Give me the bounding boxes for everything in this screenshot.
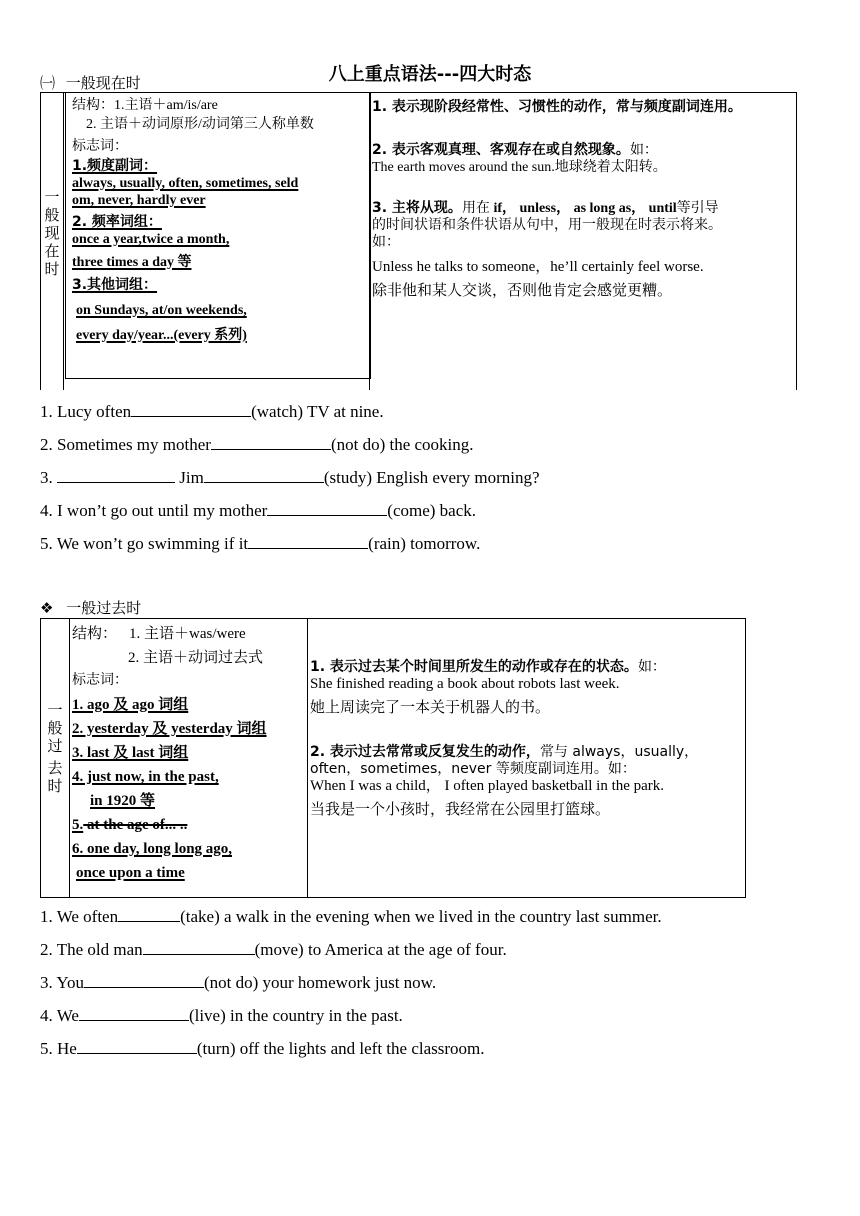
present-use-1: 1. 表示现阶段经常性、习惯性的动作，常与频度副词连用。: [372, 99, 742, 115]
past-use-2-cont: often，sometimes，never 等频度副词连用。如：: [310, 761, 636, 777]
past-sig-once-upon: once upon a time: [76, 865, 185, 881]
past-structure-2: 2. 主语＋动词过去式: [128, 650, 264, 666]
answer-blank[interactable]: [57, 468, 175, 483]
other-phrase-words-cont: every day/year...(every 系列): [76, 328, 247, 343]
answer-blank[interactable]: [211, 435, 331, 450]
present-signal-label: 标志词：: [72, 138, 128, 154]
freq-phrase-words-cont: three times a day 等: [72, 255, 192, 270]
past-structure-cell: [70, 619, 308, 898]
page-title: 八上重点语法---四大时态: [328, 64, 532, 85]
past-structure: 结构： 1. 主语＋was/were: [72, 624, 246, 642]
past-use-2-example-zh: 当我是一个小孩时，我经常在公园里打篮球。: [310, 800, 611, 818]
freq-phrase-words: once a year,twice a month,: [72, 232, 230, 247]
past-exercise-1: 1. We often (take) a walk in the evening when we lived in the country last summer.: [40, 907, 662, 926]
freq-adverb-title: 1.频度副词：: [72, 158, 158, 174]
past-tense-table: [40, 618, 746, 898]
answer-blank[interactable]: [267, 501, 387, 516]
past-sig-one-day: 6. one day, long long ago,: [72, 841, 233, 857]
past-sig-yesterday: 2. yesterday 及 yesterday 词组: [72, 721, 267, 737]
present-usage-cell: [370, 93, 797, 391]
section-marker: ㈠: [40, 74, 56, 92]
past-signal-label: 标志词：: [72, 672, 128, 688]
past-use-1: 1. 表示过去某个时间里所发生的动作或存在的状态。如：: [310, 659, 666, 675]
section-heading-present: [40, 72, 141, 93]
present-structure: 结构：1.主语＋am/is/are: [72, 97, 218, 113]
answer-blank[interactable]: [204, 468, 324, 483]
past-exercise-5: 5. He (turn) off the lights and left the classroom.: [40, 1039, 485, 1058]
present-use-3-example-en: Unless he talks to someone，he’ll certainly feel worse.: [372, 259, 704, 275]
other-phrase-title: 3.其他词组：: [72, 277, 158, 293]
freq-adverb-words: always, usually, often, sometimes, seld: [72, 176, 299, 191]
answer-blank[interactable]: [131, 402, 251, 417]
freq-phrase-title: 2. 频率词组：: [72, 214, 162, 230]
present-exercise-2: 2. Sometimes my mother (not do) the cooking.: [40, 435, 474, 454]
past-sig-in-1920: in 1920 等: [90, 793, 156, 809]
present-use-3: 3. 主将从现。用在 if， unless， as long as， until等引导: [372, 200, 719, 216]
present-use-3-cont: 的时间状语和条件状语从句中，用一般现在时表示将来。: [372, 217, 722, 233]
answer-blank[interactable]: [143, 940, 255, 955]
answer-blank[interactable]: [84, 973, 204, 988]
past-side-label: 一 般 过 去 时: [47, 701, 63, 795]
past-use-2-example-en: When I was a child， I often played basketball in the park.: [310, 778, 665, 794]
past-use-1-example-zh: 她上周读完了一本关于机器人的书。: [310, 698, 551, 716]
present-side-label: 一 般 现 在 时: [44, 188, 60, 278]
past-exercise-4: 4. We (live) in the country in the past.: [40, 1006, 403, 1025]
answer-blank[interactable]: [79, 1006, 189, 1021]
other-phrase-words: on Sundays, at/on weekends,: [76, 303, 247, 318]
past-use-1-example-en: She finished reading a book about robots last week.: [310, 676, 620, 692]
past-sig-age: 5. at the age of... ..: [72, 817, 188, 833]
section-title: 一般过去时: [66, 599, 142, 617]
answer-blank[interactable]: [77, 1039, 197, 1054]
present-use-2: 2. 表示客观真理、客观存在或自然现象。如：: [372, 142, 658, 158]
past-usage-cell: [308, 619, 746, 898]
past-sig-just-now: 4. just now, in the past,: [72, 769, 219, 785]
present-exercise-5: 5. We won’t go swimming if it (rain) tomorrow.: [40, 534, 481, 553]
section-marker: ❖: [40, 599, 54, 617]
past-sig-last: 3. last 及 last 词组: [72, 745, 189, 761]
freq-adverb-words-cont: om, never, hardly ever: [72, 193, 206, 208]
present-exercise-3: 3. Jim (study) English every morning?: [40, 468, 540, 487]
past-use-2: 2. 表示过去常常或反复发生的动作，常与 always，usually，: [310, 744, 699, 760]
present-exercise-1: 1. Lucy often (watch) TV at nine.: [40, 402, 384, 421]
present-use-3-example-zh: 除非他和某人交谈，否则他肯定会感觉更糟。: [372, 281, 673, 299]
past-sig-ago: 1. ago 及 ago 词组: [72, 697, 189, 713]
present-use-3-ru: 如：: [372, 234, 400, 250]
present-use-2-example: The earth moves around the sun.地球绕着太阳转。: [372, 160, 667, 175]
past-exercise-2: 2. The old man (move) to America at the age of four.: [40, 940, 507, 959]
present-exercise-4: 4. I won’t go out until my mother (come) back.: [40, 501, 477, 520]
present-side-label-cell: [41, 93, 64, 391]
present-tense-table: [40, 92, 797, 390]
present-structure-cell: [64, 93, 370, 391]
past-exercise-3: 3. You (not do) your homework just now.: [40, 973, 437, 992]
present-structure-2: 2. 主语＋动词原形/动词第三人称单数: [86, 117, 314, 132]
section-title: 一般现在时: [65, 74, 141, 92]
section-heading-past: [40, 597, 141, 618]
answer-blank[interactable]: [118, 907, 180, 922]
answer-blank[interactable]: [248, 534, 368, 549]
past-side-label-cell: [41, 619, 70, 898]
